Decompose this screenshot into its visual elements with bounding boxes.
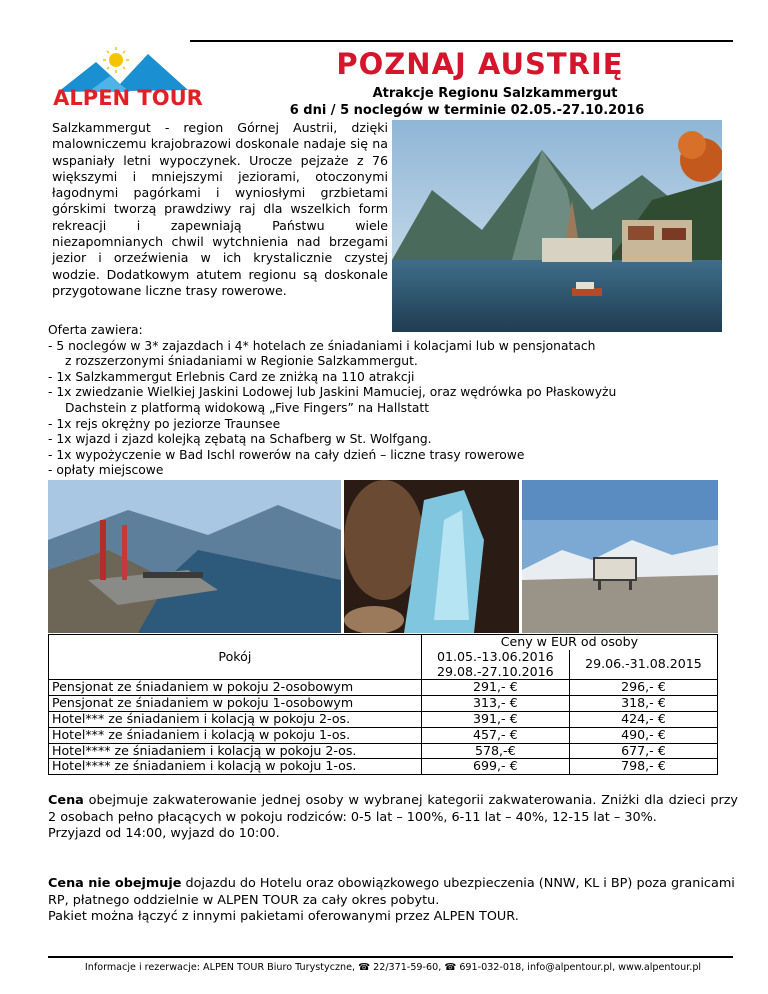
col-header-period2: 29.06.-31.08.2015 <box>569 650 717 680</box>
col-header-room: Pokój <box>49 635 422 680</box>
price-excludes-text: dojazdu do Hotelu oraz obowiązkowego ubezpieczenia (NNW, KL i BP) poza granicami RP, płatnego oddzielnie w ALPEN TOUR za cały okres pobytu. <box>48 876 735 908</box>
col-header-period1: 01.05.-13.06.2016 <box>421 650 569 665</box>
footer-contact: Informacje i rezerwacje: ALPEN TOUR Biuro Turystyczne, ☎ 22/371-59-60, ☎ 691-032-018, info@alpentour.pl, www.alpentour.pl <box>84 962 702 973</box>
offer-item: - 1x Salzkammergut Erlebnis Card ze zniżką na 110 atrakcji <box>48 369 415 384</box>
table-row: Hotel**** ze śniadaniem i kolacją w pokoju 2-os. 578,-€ 677,- € <box>49 743 718 759</box>
svg-text:ALPEN TOUR: ALPEN TOUR <box>53 86 203 110</box>
dachstein-photo <box>522 480 718 633</box>
package-note: Pakiet można łączyć z innymi pakietami oferowanymi przez ALPEN TOUR. <box>48 909 519 925</box>
price-table <box>48 634 718 775</box>
page-title: POZNAJ AUSTRIĘ <box>336 47 624 81</box>
trip-duration: 6 dni / 5 noclegów w terminie 02.05.-27.10.2016 <box>289 103 645 118</box>
price-includes-text: obejmuje zakwaterowanie jednej osoby w wybranej kategorii zakwaterowania. Zniżki dla dzieci przy 2 osobach pełno płacących w pokoju rodziców: 0-5 lat – 100%, 6-11 lat – 40%, 12-15 lat – 30%. <box>48 793 738 825</box>
offer-item: Dachstein z platformą widokową „Five Fingers” na Hallstatt <box>65 400 430 415</box>
offer-item: - 5 noclegów w 3* zajazdach i 4* hotelach ze śniadaniami i kolacjami lub w pensjonatach <box>48 338 596 353</box>
offer-heading: Oferta zawiera: <box>48 323 143 337</box>
alpen-tour-logo <box>48 44 208 112</box>
ice-cave-photo <box>344 480 519 633</box>
contact-links: info@alpentour.pl, www.alpentour.pl <box>524 962 702 973</box>
col-header-period1b: 29.08.-27.10.2016 <box>421 665 569 680</box>
table-row: Hotel*** ze śniadaniem i kolacją w pokoju 1-os. 457,- € 490,- € <box>49 727 718 743</box>
table-row: Pensjonat ze śniadaniem w pokoju 2-osobowym 291,- € 296,- € <box>49 680 718 696</box>
price-excludes <box>48 876 738 926</box>
offer-item: - 1x wypożyczenie w Bad Ischl rowerów na cały dzień – liczne trasy rowerowe <box>48 447 525 462</box>
offer-item: - 1x wjazd i zjazd kolejką zębatą na Schafberg w St. Wolfgang. <box>48 432 432 447</box>
table-row: Hotel**** ze śniadaniem i kolacją w pokoju 1-os. 699,- € 798,- € <box>49 759 718 775</box>
price-includes <box>48 793 738 843</box>
sun-icon <box>109 53 123 67</box>
hallstatt-photo <box>392 120 722 332</box>
intro-paragraph: Salzkammergut - region Górnej Austrii, dzięki malowniczemu krajobrazowi doskonale nadaje się na wspaniały letni wypoczynek. Urocze pejzaże z 76 większymi i mniejszymi jeziorami, otoczonymi łagodnymi pagórkami i wyniosłymi grzbietami górskimi tworzą prawdziwy raj dla wszelkich form rekreacji i zapewniają Państwu wiele niezapomnianych chwil wytchnienia nad brzegami jezior i orzeźwienia w ich krystalicznie czystej wodzie. Dodatkowym atutem regionu są doskonale przygotowane liczne trasy rowerowe. <box>52 120 388 298</box>
table-row: Pensjonat ze śniadaniem w pokoju 1-osobowym 313,- € 318,- € <box>49 696 718 712</box>
five-fingers-photo <box>48 480 341 633</box>
table-caption: Ceny w EUR od osoby <box>421 635 717 650</box>
price-includes-label: Cena <box>48 793 84 808</box>
table-row: Hotel*** ze śniadaniem i kolacją w pokoju 2-os. 391,- € 424,- € <box>49 711 718 727</box>
offer-item: z rozszerzonymi śniadaniami w Regionie Salzkammergut. <box>65 354 418 369</box>
checkin-info: Przyjazd od 14:00, wyjazd do 10:00. <box>48 826 280 842</box>
offer-section <box>48 323 738 479</box>
price-excludes-label: Cena nie obejmuje <box>48 876 182 891</box>
top-rule <box>190 40 733 42</box>
phone-icon: ☎ <box>358 962 371 973</box>
bottom-rule <box>48 956 733 958</box>
offer-item: - 1x zwiedzanie Wielkiej Jaskini Lodowej lub Jaskini Mamuciej, oraz wędrówka po Płaskowyżu <box>48 385 617 400</box>
offer-item: - 1x rejs okrężny po jeziorze Traunsee <box>48 416 281 431</box>
phone-icon: ☎ <box>444 962 457 973</box>
offer-item: - opłaty miejscowe <box>48 463 164 478</box>
page-subtitle: Atrakcje Regionu Salzkammergut <box>372 86 618 101</box>
